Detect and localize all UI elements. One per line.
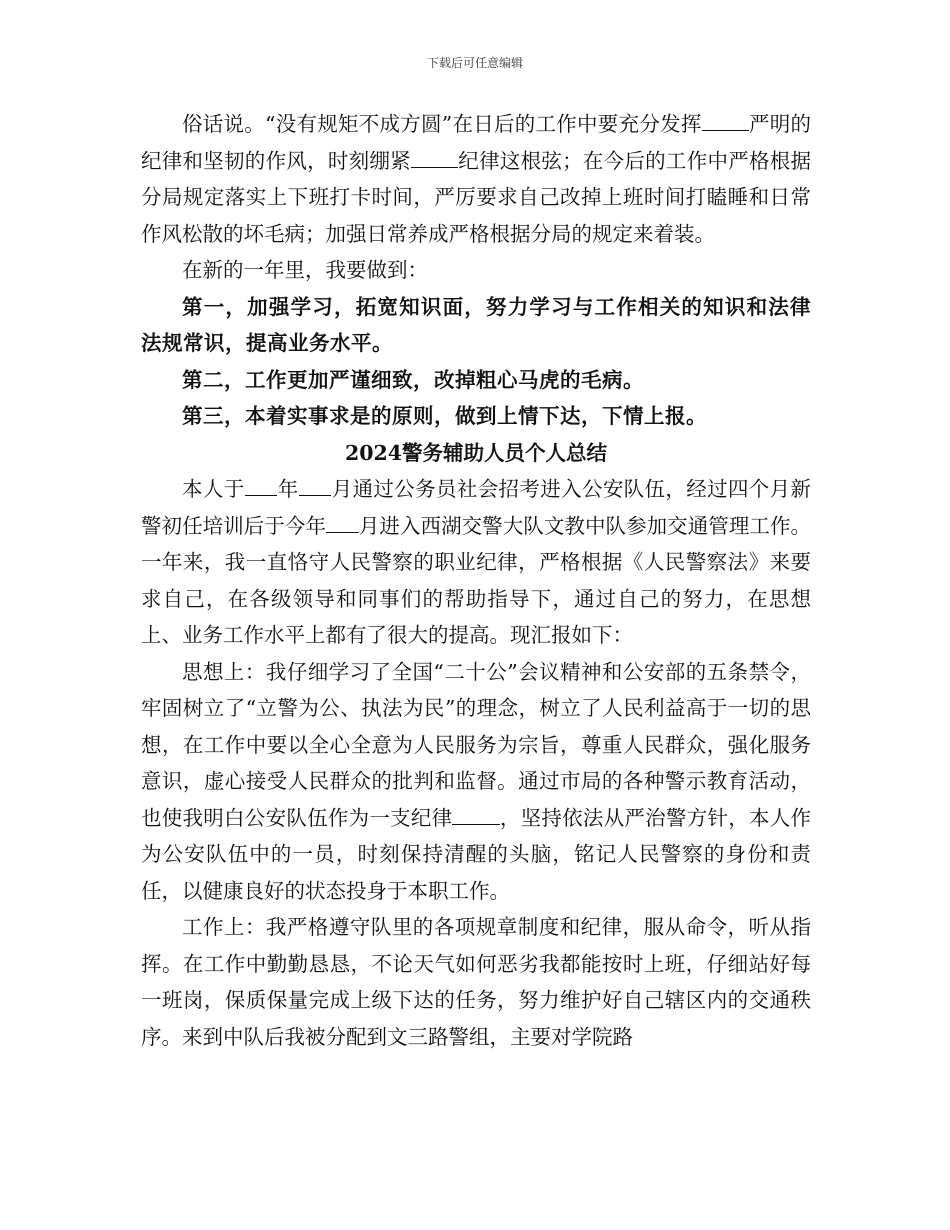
goal-first: 第一，加强学习，拓宽知识面，努力学习与工作相关的知识和法律法规常识，提高业务水平。: [141, 294, 811, 355]
paragraph-new-year: 在新的一年里，我要做到：: [182, 258, 428, 282]
goal-second: 第二，工作更加严谨细致，改掉粗心马虎的毛病。: [182, 367, 644, 392]
text-run: 纪律这根弦；在今后的工作中严格根据分局规定落实上下班打卡时间，严厉要求自己改掉上班时间打瞌睡和日常作风松散的坏毛病；加强日常养成严格根据分局的规定来着装。: [141, 148, 811, 246]
goal-third: 第三，本着实事求是的原则，做到上情下达，下情上报。: [182, 404, 707, 428]
text-run: ，坚持依法从严治警方针，本人作为公安队伍中的一员，时刻保持清醒的头脑，铭记人民警察的身份和责任，以健康良好的状态投身于本职工作。: [141, 805, 812, 903]
fill-blank: [452, 802, 499, 825]
document-body: [141, 106, 811, 1055]
paragraph-work: 工作上：我严格遵守队里的各项规章制度和纪律，服从命令，听从指挥。在工作中勤勤恳恳，不论天气如何恶劣我都能按时上班，仔细站好每一班岗，保质保量完成上级下达的任务，努力维护好自己辖区内的交通秩序。来到中队后我被分配到文三路警组，主要对学院路: [141, 915, 811, 1049]
fill-blank: [411, 145, 458, 168]
text-run: 俗话说。“没有规矩不成方圆”在日后的工作中要充分发挥: [182, 112, 702, 136]
text-run: 严明的纪律和坚韧的作风，时刻绷紧: [141, 112, 811, 173]
text-run: 本人于: [182, 477, 245, 501]
text-run: 年: [277, 477, 299, 501]
fill-blank: [326, 510, 359, 533]
fill-blank: [245, 473, 278, 496]
text-run: 思想上：我仔细学习了全国“二十公”会议精神和公安部的五条禁令，牢固树立了“立警为公、执法为民”的理念，树立了人民利益高于一切的思想，在工作中要以全心全意为人民服务为宗旨，尊重人民群众，强化服务意识，虚心接受人民群众的批判和监督。通过市局的各种警示教育活动，也使我明白公安队伍作为一支纪律: [141, 659, 811, 830]
fill-blank: [299, 473, 332, 496]
text-run: 月进入西湖交警大队文教中队参加交通管理工作。一年来，我一直恪守人民警察的职业纪律，严格根据《人民警察法》来要求自己，在各级领导和同事们的帮助指导下，通过自己的努力，在思想上、业务工作水平上都有了很大的提高。现汇报如下：: [141, 513, 812, 647]
fill-blank: [702, 108, 749, 131]
document-title: 2024警务辅助人员个人总结: [344, 440, 608, 465]
paragraph-intro: [141, 471, 811, 654]
paragraph-ideology: [141, 654, 811, 910]
page-header: 下载后可任意编辑: [426, 56, 523, 70]
paragraph-discipline: [141, 106, 811, 252]
text-run: 月通过公务员社会招考进入公安队伍，经过四个月新警初任培训后于今年: [141, 477, 812, 538]
